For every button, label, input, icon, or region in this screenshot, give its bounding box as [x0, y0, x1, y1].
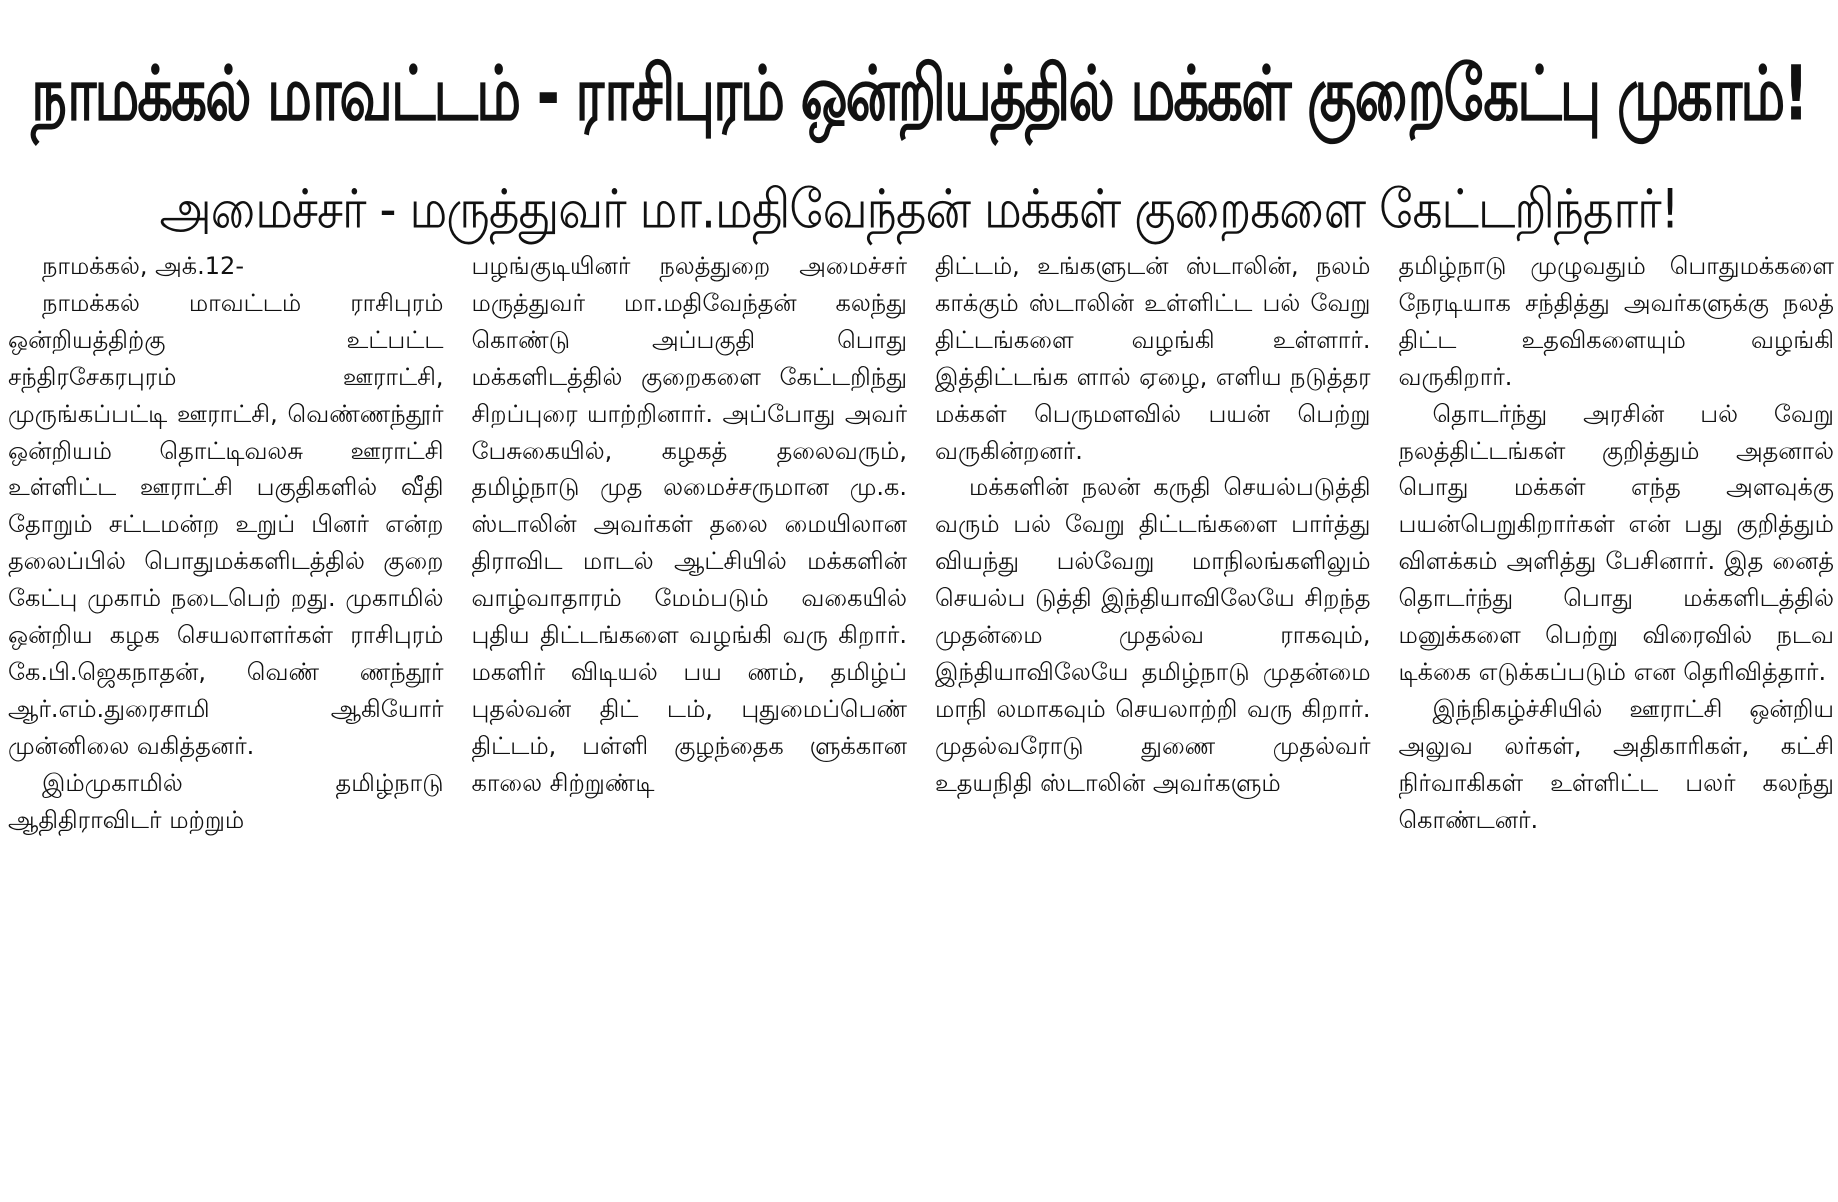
- paragraph: தமிழ்நாடு முழுவதும் பொதுமக்களை நேரடியாக சந்தித்து அவர்களுக்கு நலத் திட்ட உதவிகளையும் வழங்கி வருகிறார்.: [1398, 252, 1834, 391]
- headline: நாமக்கல் மாவட்டம் - ராசிபுரம் ஒன்றியத்தில் மக்கள் குறைகேட்பு முகாம்!: [31, 50, 1807, 139]
- subheadline: அமைச்சர் - மருத்துவர் மா.மதிவேந்தன் மக்கள் குறைகளை கேட்டறிந்தார்!: [159, 177, 1679, 242]
- paragraph: இம்முகாமில் தமிழ்நாடு ஆதிதிராவிடர் மற்றும்: [8, 768, 444, 834]
- paragraph: நாமக்கல் மாவட்டம் ராசிபுரம் ஒன்றியத்திற்கு உட்பட்ட சந்திரசேகரபுரம் ஊராட்சி, முருங்கப்பட்டி ஊராட்சி, வெண்ணந்தூர் ஒன்றியம் தொட்டிவலசு ஊராட்சி உள்ளிட்ட ஊராட்சி பகுதிகளில் வீதி தோறும் சட்டமன்ற உறுப் பினர் என்ற தலைப்பில் பொதுமக்களிடத்தில் குறை கேட்பு முகாம் நடைபெற் றது. முகாமில் ஒன்றிய கழக செயலாளர்கள் ராசிபுரம் கே.பி.ஜெகநாதன், வெண் ணந்தூர் ஆர்.எம்.துரைசாமி ஆகியோர் முன்னிலை வகித்தனர்.: [8, 288, 444, 760]
- paragraph: இந்நிகழ்ச்சியில் ஊராட்சி ஒன்றிய அலுவ லர்கள், அதிகாரிகள், கட்சி நிர்வாகிகள் உள்ளிட்ட பலர் கலந்து கொண்டனர்.: [1398, 694, 1834, 834]
- paragraph: தொடர்ந்து அரசின் பல் வேறு நலத்திட்டங்கள் குறித்தும் அதனால் பொது மக்கள் எந்த அளவுக்கு பயன்பெறுகிறார்கள் என் பது குறித்தும் விளக்கம் அளித்து பேசினார். இத னைத் தொடர்ந்து பொது மக்களிடத்தில் மனுக்களை பெற்று விரைவில் நடவ டிக்கை எடுக்கப்படும் என தெரிவித்தார்.: [1398, 399, 1834, 686]
- article-column-4: [1399, 248, 1835, 1196]
- article-column-3: [935, 248, 1371, 1196]
- paragraph: மக்களின் நலன் கருதி செயல்படுத்தி வரும் பல் வேறு திட்டங்களை பார்த்து வியந்து பல்வேறு மாநிலங்களிலும் செயல்ப டுத்தி இந்தியாவிலேயே சிறந்த முதன்மை முதல்வ ராகவும், இந்தியாவிலேயே தமிழ்நாடு முதன்மை மாநி லமாகவும் செயலாற்றி வரு கிறார். முதல்வரோடு துணை முதல்வர் உதயநிதி ஸ்டாலின் அவர்களும்: [935, 473, 1371, 797]
- article-column-1: [8, 248, 444, 1196]
- paragraph: திட்டம், உங்களுடன் ஸ்டாலின், நலம் காக்கும் ஸ்டாலின் உள்ளிட்ட பல் வேறு திட்டங்களை வழங்கி உள்ளார். இத்திட்டங்க ளால் ஏழை, எளிய நடுத்தர மக்கள் பெருமளவில் பயன் பெற்று வருகின்றனர்.: [935, 252, 1371, 465]
- paragraph: பழங்குடியினர் நலத்துறை அமைச்சர் மருத்துவர் மா.மதிவேந்தன் கலந்து கொண்டு அப்பகுதி பொது மக்களிடத்தில் குறைகளை கேட்டறிந்து சிறப்புரை யாற்றினார். அப்போது அவர் பேசுகையில், கழகத் தலைவரும், தமிழ்நாடு முத லமைச்சருமான மு.க. ஸ்டாலின் அவர்கள் தலை மையிலான திராவிட மாடல் ஆட்சியில் மக்களின் வாழ்வாதாரம் மேம்படும் வகையில் புதிய திட்டங்களை வழங்கி வரு கிறார். மகளிர் விடியல் பய ணம், தமிழ்ப் புதல்வன் திட் டம், புதுமைப்பெண் திட்டம், பள்ளி குழந்தைக ளுக்கான காலை சிற்றுண்டி: [471, 252, 907, 797]
- dateline: நாமக்கல், அக்.12-: [42, 252, 244, 280]
- article-column-2: [472, 248, 908, 1196]
- article-columns: [8, 248, 1834, 1196]
